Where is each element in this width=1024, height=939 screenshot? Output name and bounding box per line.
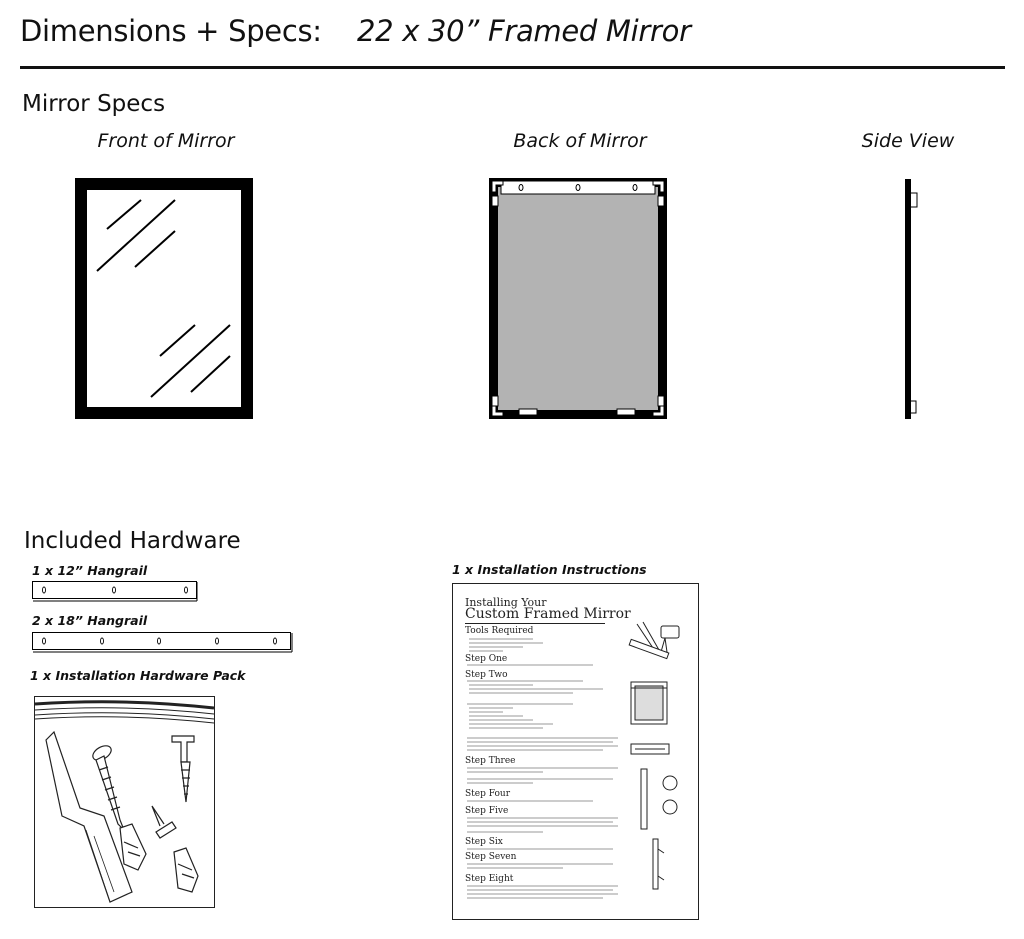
front-view-label: Front of Mirror <box>97 130 235 152</box>
side-view-label: Side View <box>861 130 955 152</box>
side-view-drawing <box>903 178 923 419</box>
sheet-step-four: Step Four <box>465 789 510 799</box>
sheet-step-three: Step Three <box>465 756 516 766</box>
sheet-step-two: Step Two <box>465 670 508 680</box>
sheet-step-one: Step One <box>465 654 508 664</box>
front-mirror-drawing <box>75 178 253 419</box>
sheet-title-line2: Custom Framed Mirror <box>465 606 631 622</box>
mirror-specs-heading: Mirror Specs <box>22 91 166 117</box>
back-mirror-drawing <box>489 178 667 419</box>
back-view-label: Back of Mirror <box>513 130 647 152</box>
header-divider <box>20 66 1005 69</box>
hangrail-18-label: 2 x 18” Hangrail <box>32 613 148 628</box>
product-title: 22 x 30” Framed Mirror <box>357 14 691 48</box>
sheet-step-eight: Step Eight <box>465 874 514 884</box>
sheet-step-five: Step Five <box>465 806 509 816</box>
hardware-pack-drawing <box>34 696 216 909</box>
instructions-sheet <box>452 583 699 920</box>
hangrail-18-drawing <box>32 632 294 654</box>
sheet-fine-print <box>453 584 699 920</box>
hardware-pack-label: 1 x Installation Hardware Pack <box>30 668 246 683</box>
hangrail-12-label: 1 x 12” Hangrail <box>32 563 148 578</box>
sheet-step-seven: Step Seven <box>465 852 517 862</box>
sheet-step-six: Step Six <box>465 837 503 847</box>
sheet-title-line1: Installing Your <box>465 596 547 609</box>
page-title: Dimensions + Specs: <box>20 14 322 48</box>
instructions-label: 1 x Installation Instructions <box>452 562 647 577</box>
sheet-step-tools: Tools Required <box>465 626 534 636</box>
hangrail-12-drawing <box>32 581 198 603</box>
included-hardware-heading: Included Hardware <box>24 528 241 554</box>
